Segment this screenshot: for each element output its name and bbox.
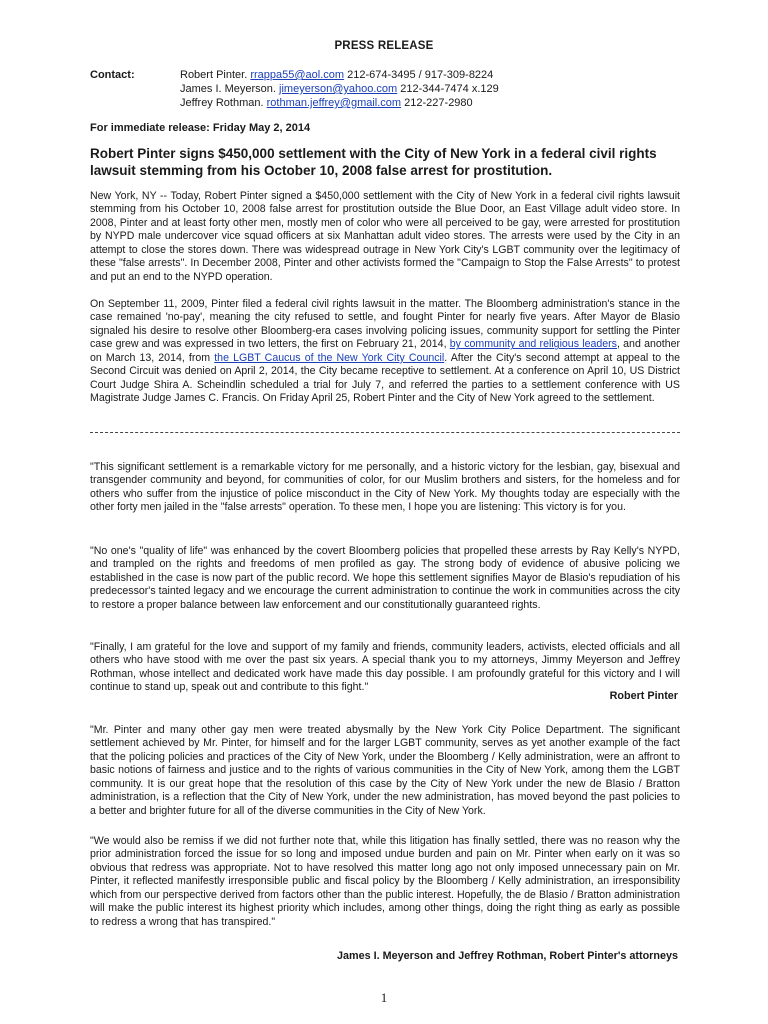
contact-label: Contact: xyxy=(90,69,135,81)
lgbt-caucus-link[interactable]: the LGBT Caucus of the New York City Council xyxy=(214,351,445,364)
intro-paragraph: New York, NY -- Today, Robert Pinter signed a $450,000 settlement with the City of New York in a federal civil rights lawsuit stemming from his October 10, 2008 false arrest for prostitution outside the Blue Door, an East Village adult video store. In 2008, Pinter and at least forty other men, mostly men of color who were all perceived to be gay, were arrested for prostitution by NYPD male undercover vice squad officers at six Manhattan adult video stores. The arrests were used by the City in an attempt to close the stores down. There was widespread outrage in New York City's LGBT community over the legitimacy of these "false arrests". In December 2008, Pinter and other activists formed the "Campaign to Stop the False Arrests" to protest and put an end to the NYPD operation. xyxy=(90,190,680,283)
contact-line xyxy=(180,96,600,110)
paragraph-text: On September 11, 2009, Pinter filed a federal civil rights lawsuit in the matter. The Bloomberg administration's stance in the case remained 'no-pay', meaning the city refused to settle, and fought Pinter for nearly five years. After Mayor de Blasio signaled his desire to resolve other Bloomberg-era cases involving policing issues, community support for settling the Pinter case grew and was expressed in two letters, the first on February 21, 2014, xyxy=(90,298,680,351)
contact-email-link[interactable]: jimeyerson@yahoo.com xyxy=(279,83,398,95)
quote-paragraph: "No one's "quality of life" was enhanced by the covert Bloomberg policies that propelled these arrests by Ray Kelly's NYPD, and trampled on the rights and freedoms of men profiled as gay. The strong body of evidence of abusive policing we established in the case is now part of the public record. We hope this settlement signifies Mayor de Blasio's repudiation of his predecessor's tainted legacy and we encourage the current administration to continue the work in communities across the city to restore a proper balance between law enforcement and our constitutionally guaranteed rights. xyxy=(90,545,680,611)
contact-name: Robert Pinter. xyxy=(180,69,248,81)
contact-phone: 212-227-2980 xyxy=(404,97,473,109)
paragraph-text: . After the City's second attempt at appeal to the Second Circuit was denied on April 2, 2014, the City became receptive to settlement. At a conference on April 10, US District Court Judge Shira A. Scheindlin scheduled a trial for July 7, and referred the parties to a settlement conference with US Magistrate Judge James C. Francis. On Friday April 25, Robert Pinter and the City of New York agreed to the settlement. xyxy=(90,351,680,405)
paragraph-text: , and another on March 13, 2014, from xyxy=(90,338,681,364)
quote-paragraph: "This significant settlement is a remarkable victory for me personally, and a historic victory for the lesbian, gay, bisexual and transgender community and beyond, for communities of color, for our Muslim brothers and sisters, for the homeless and for others who suffer from the injustice of police misconduct in the City of New York. My thoughts today are especially with the other forty men jailed in the "false arrests" operation. To these men, I hope you are listening: This victory is for you. xyxy=(90,461,680,514)
headline: Robert Pinter signs $450,000 settlement with the City of New York in a federal civil rights lawsuit stemming from his October 10, 2008 false arrest for prostitution. xyxy=(90,146,657,178)
pinter-signature: Robert Pinter xyxy=(609,690,678,702)
contact-email-link[interactable]: rrappa55@aol.com xyxy=(250,69,345,81)
attorneys-signature: James I. Meyerson and Jeffrey Rothman, Robert Pinter's attorneys xyxy=(337,950,678,962)
contact-line xyxy=(180,82,600,96)
contact-name: James I. Meyerson. xyxy=(180,83,276,95)
background-paragraph xyxy=(90,298,680,406)
contact-name: Jeffrey Rothman. xyxy=(180,97,264,109)
section-divider xyxy=(90,432,680,433)
contact-email-link[interactable]: rothman.jeffrey@gmail.com xyxy=(266,97,402,109)
quote-paragraph: "Finally, I am grateful for the love and support of my family and friends, community leaders, activists, elected officials and all others who have stood with me over the past six years. A special thank you to my attorneys, Jimmy Meyerson and Jeffrey Rothman, whose intellect and dedicated work have made this day possible. I am profoundly grateful for this victory and I will continue to stand up, speak out and contribute to this fight." xyxy=(90,641,680,694)
contact-lines xyxy=(180,68,600,110)
attorney-quote-paragraph: "We would also be remiss if we did not further note that, while this litigation has finally settled, there was no reason why the prior administration forced the issue for so long and imposed undue burden and pain on Mr. Pinter when early on it was so obvious that redress was appropriate. Not to have resolved this matter long ago not only imposed unnecessary pain on Mr. Pinter, it reflected manifestly irresponsible public and fiscal policy by the Bloomberg / Kelly administration, an irresponsibility which from our perspective derived from factors other than the public interest. Hopefully, the de Blasio / Bratton administration will make the public interest its highest priority which includes, among other things, doing the right thing as early as possible to redress a wrong that has transpired." xyxy=(90,835,680,928)
contact-phone: 212-674-3495 / 917-309-8224 xyxy=(347,69,494,81)
attorney-quote-paragraph: "Mr. Pinter and many other gay men were treated abysmally by the New York City Police Department. The significant settlement achieved by Mr. Pinter, for himself and for the larger LGBT community, serves as yet another example of the fact that the policing policies and practices of the City of New York, under the Bloomberg / Kelly administration, were an affront to basic notions of fairness and justice and to the rights of various communities in the City of New York, among them the LGBT community. It is our great hope that the resolution of this case by the City of New York under the new de Blasio / Bratton administration, is a reflection that the City of New York, under the new administration, has moved beyond the past policies to a better and brighter future for all of the diverse communities in the City of New York. xyxy=(90,724,680,817)
contact-line xyxy=(180,68,600,82)
page-number: 1 xyxy=(380,990,388,1005)
release-date: For immediate release: Friday May 2, 2014 xyxy=(90,122,311,134)
contact-phone: 212-344-7474 x.129 xyxy=(400,83,499,95)
community-letter-link[interactable]: by community and religious leaders xyxy=(449,338,617,351)
press-release-title: PRESS RELEASE xyxy=(334,40,434,52)
